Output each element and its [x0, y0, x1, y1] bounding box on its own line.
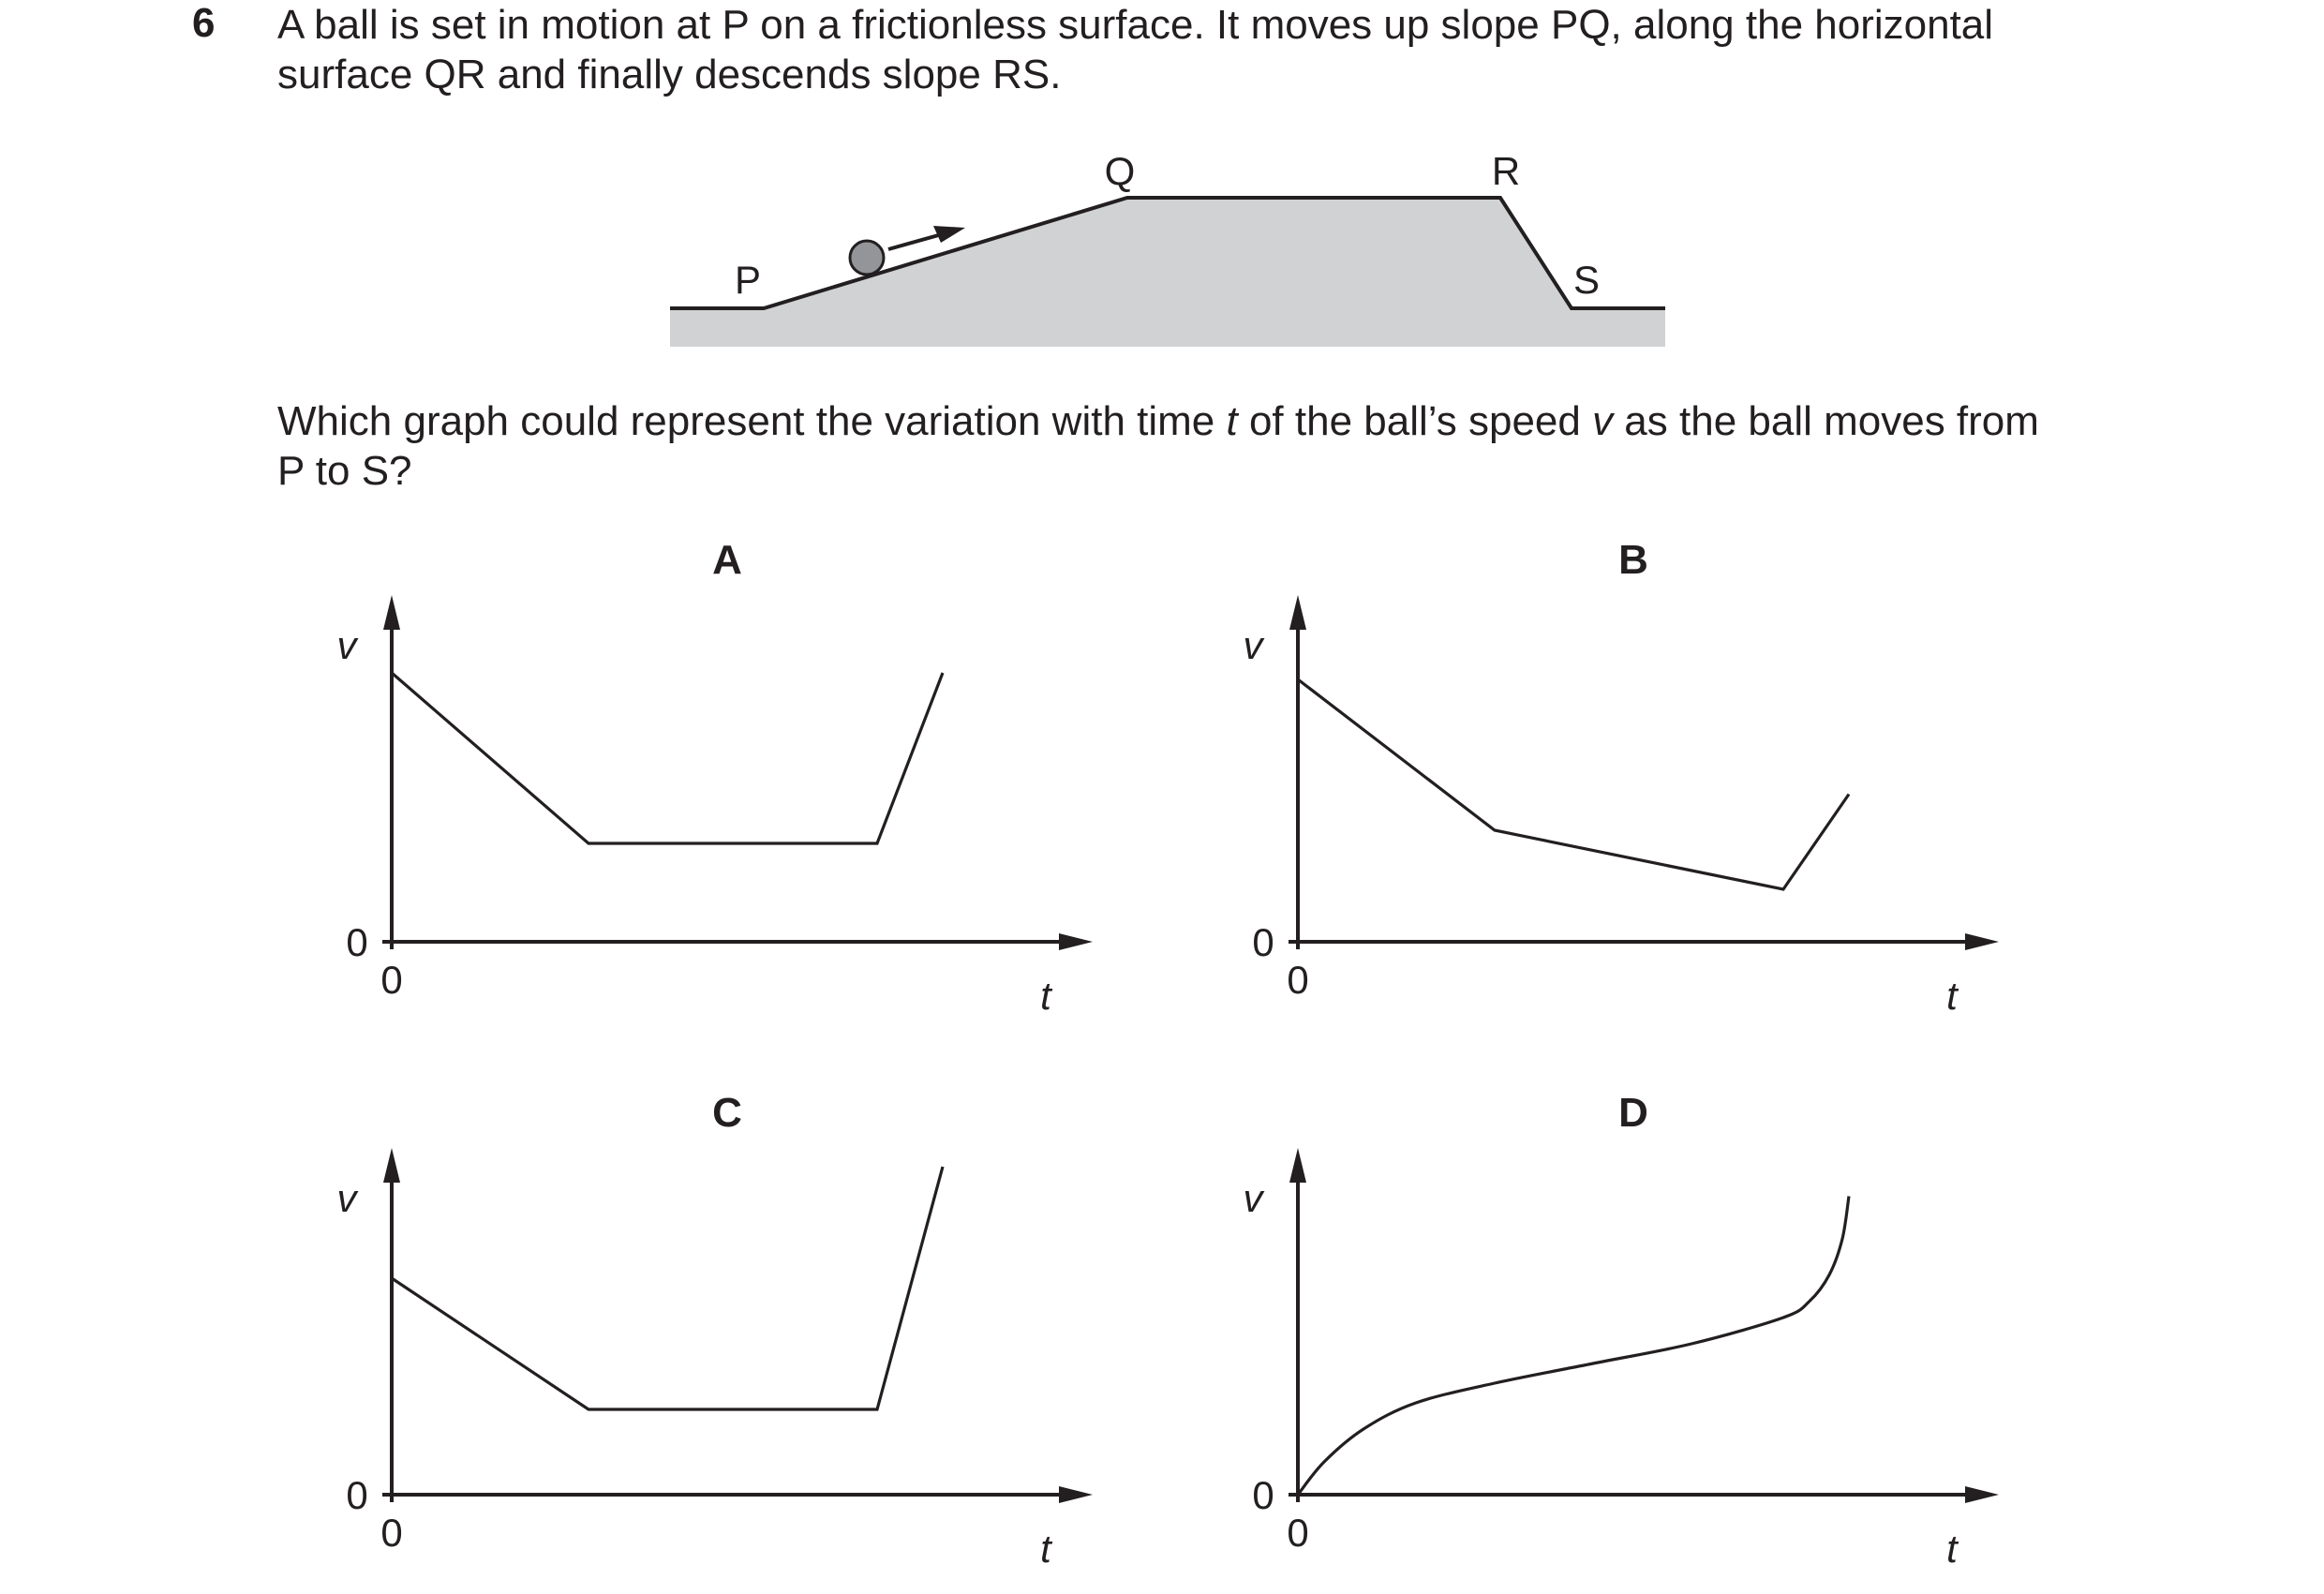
graph-d-title: D: [1618, 1090, 1648, 1136]
graph-c-y-origin: 0: [346, 1473, 368, 1517]
graph-c-y-label: v: [336, 1176, 357, 1220]
graph-d-y-label: v: [1243, 1176, 1263, 1220]
graph-b-y-arrowhead: [1289, 595, 1306, 630]
graph-a-y-arrowhead: [383, 595, 400, 630]
graph-d-y-arrowhead: [1289, 1148, 1306, 1183]
graph-c-x-origin: 0: [380, 1511, 403, 1555]
graph-d-y-origin: 0: [1252, 1473, 1274, 1517]
graph-c-y-arrowhead: [383, 1148, 400, 1183]
graph-b-x-label: t: [1946, 974, 1958, 1018]
label-r: R: [1491, 149, 1521, 193]
prompt-time-symbol: t: [1226, 398, 1238, 444]
graph-a-y-origin: 0: [346, 920, 368, 964]
graph-b-y-origin: 0: [1252, 920, 1274, 964]
graph-c-speed-line: [392, 1167, 943, 1409]
graph-a-x-arrowhead: [1059, 933, 1093, 950]
graph-b-x-origin: 0: [1287, 958, 1309, 1002]
graph-d-speed-line: [1298, 1197, 1849, 1496]
intro-line-2: surface QR and finally descends slope RS.: [277, 52, 1062, 97]
graph-a-x-label: t: [1040, 974, 1051, 1018]
graph-a-x-origin: 0: [380, 958, 403, 1002]
graph-d-x-origin: 0: [1287, 1511, 1309, 1555]
graph-c-x-arrowhead: [1059, 1486, 1093, 1503]
prompt-text-1: Which graph could represent the variation with time: [277, 398, 1227, 444]
graph-a-y-label: v: [336, 623, 357, 667]
graph-a-title: A: [712, 537, 742, 583]
prompt-line-2: P to S?: [277, 448, 412, 494]
graph-b-x-arrowhead: [1965, 933, 1999, 950]
prompt-speed-symbol: v: [1592, 398, 1614, 444]
question-number: 6: [192, 0, 216, 46]
prompt-text-3: as the ball moves from: [1613, 398, 2039, 444]
label-q: Q: [1104, 149, 1136, 193]
graph-a-speed-line: [392, 673, 943, 843]
graph-c-title: C: [712, 1090, 742, 1136]
intro-line-1: A ball is set in motion at P on a frictionless surface. It moves up slope PQ, along the horizontal: [277, 2, 1994, 48]
prompt-text-2: of the ball’s speed: [1237, 398, 1593, 444]
graph-d-x-label: t: [1946, 1527, 1958, 1571]
graph-b-title: B: [1618, 537, 1648, 583]
label-s: S: [1572, 258, 1601, 302]
graph-d-x-arrowhead: [1965, 1486, 1999, 1503]
label-p: P: [734, 258, 762, 302]
graph-b-speed-line: [1298, 679, 1849, 889]
graph-b-y-label: v: [1243, 623, 1263, 667]
graph-c-x-label: t: [1040, 1527, 1051, 1571]
